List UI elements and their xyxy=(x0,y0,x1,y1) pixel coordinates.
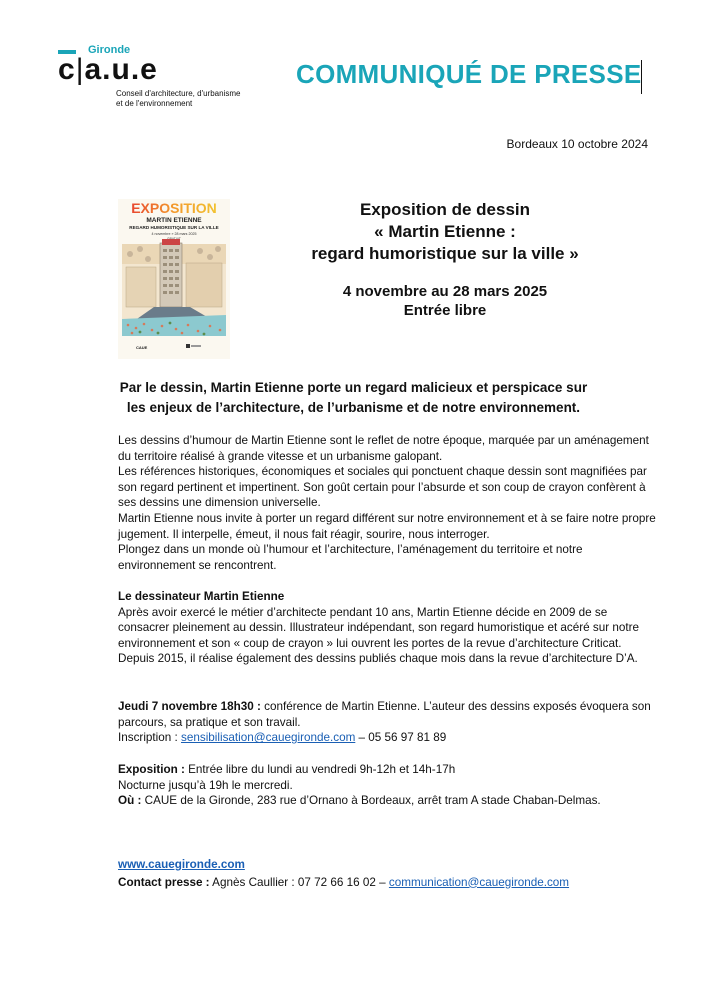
logo-subtitle-line1: Conseil d'architecture, d'urbanisme xyxy=(116,89,241,98)
hours-line xyxy=(118,762,658,778)
exhibition-title xyxy=(240,199,650,265)
location-label: Où : xyxy=(118,794,142,808)
intro-paragraph-3: Martin Etienne nous invite à porter un regard différent sur notre environnement et à se faire notre propre jugement. Il interpelle, émeut, il nous fait réagir, sourire, nous interroger. xyxy=(118,511,656,541)
poster-headline: EXPOSITION xyxy=(131,200,217,216)
poster-subtitle: REGARD HUMORISTIQUE SUR LA VILLE xyxy=(129,225,219,230)
date-range: 4 novembre au 28 mars 2025 xyxy=(342,283,548,300)
entry-info: Entrée libre xyxy=(403,302,487,319)
logo-wordmark-right: a.u.e xyxy=(84,53,158,86)
page-title: COMMUNIQUÉ DE PRESSE xyxy=(296,59,642,89)
lead-paragraph: Par le dessin, Martin Etienne porte un regard malicieux et perspicace sur les enjeux de l’architecture, de l’urbanisme et de notre environnement. xyxy=(119,380,588,415)
signup-phone: – 05 56 97 81 89 xyxy=(355,731,447,745)
poster-illustration xyxy=(118,199,230,359)
signup-label: Inscription : xyxy=(118,731,182,745)
location-text: CAUE de la Gironde, 283 rue d’Ornano à Bordeaux, arrêt tram A stade Chaban-Delmas. xyxy=(141,794,601,808)
exhibition-label: Exposition : xyxy=(118,763,185,776)
intro-paragraph-2: Les références historiques, économiques et sociales qui ponctuent chaque dessin sont magnifiées par son regard pertinent et impertinent. Son goût certain pour l’absurde et son coup de crayon confèrent à ses dessins une dimension universelle. xyxy=(118,465,647,510)
conference-text: conférence de Martin Etienne. L’auteur des dessins exposés évoquera son parcours, sa pratique et son travail. xyxy=(118,700,651,729)
contact-email-link[interactable]: communication@cauegironde.com xyxy=(388,875,570,889)
conference-section xyxy=(118,699,658,746)
exhibition-dates xyxy=(240,282,650,320)
poster-tower xyxy=(160,243,182,307)
contact-text: Agnès Caullier : 07 72 66 16 02 – xyxy=(209,875,389,889)
press-contact-line xyxy=(118,875,658,891)
exhibition-poster xyxy=(118,199,230,359)
nocturne-line: Nocturne jusqu’à 19h le mercredi. xyxy=(118,778,293,792)
logo-wordmark-left: c xyxy=(58,53,76,86)
poster-artist: MARTIN ETIENNE xyxy=(146,217,202,224)
intro-paragraph-4: Plongez dans un monde où l’humour et l’architecture, l’aménagement du territoire et notre environnement se rencontrent. xyxy=(118,543,583,572)
logo-separator: | xyxy=(75,53,85,86)
contact-label: Contact presse : xyxy=(118,875,210,889)
title-line3: regard humoristique sur la ville » xyxy=(311,244,579,263)
artist-section xyxy=(118,589,658,667)
logo-region: Gironde xyxy=(88,44,131,56)
exhibition-hours: Entrée libre du lundi au vendredi 9h-12h et 14h-17h xyxy=(184,763,456,776)
title-rule xyxy=(641,60,642,94)
poster-logo-text: CAUE xyxy=(136,345,148,350)
website-link[interactable]: www.cauegironde.com xyxy=(118,858,245,871)
logo-subtitle xyxy=(116,89,241,109)
release-date: Bordeaux 10 octobre 2024 xyxy=(506,137,648,151)
signup-line xyxy=(118,730,658,746)
intro-section xyxy=(118,433,658,573)
poster-dates: 4 novembre » 28 mars 2025 xyxy=(151,232,197,236)
footer-section xyxy=(118,857,658,890)
logo-wordmark xyxy=(58,54,158,86)
intro-paragraph-1: Les dessins d’humour de Martin Etienne sont le reflet de notre époque, marquée par un aménagement du territoire réalisé à grande vitesse et un urbanisme galopant. xyxy=(118,434,649,463)
exhibition-info-section xyxy=(118,762,658,809)
artist-heading: Le dessinateur Martin Etienne xyxy=(118,590,285,603)
artist-text: Après avoir exercé le métier d’architecte pendant 10 ans, Martin Etienne décide en 2009 de se consacrer pleinement au dessin. Illustrateur indépendant, son regard humoristique et acéré sur notre environnement et son « coup de crayon » lui ouvrent les portes de la revue d’architecture Criticat. Depuis 2015, il réalise également des dessins publiés chaque mois dans la revue d’architecture D’A. xyxy=(118,605,640,666)
location-line xyxy=(118,793,658,809)
title-line2: « Martin Etienne : xyxy=(374,222,516,241)
conference-paragraph xyxy=(118,699,658,730)
signup-email-link[interactable]: sensibilisation@cauegironde.com xyxy=(181,731,356,745)
conference-label: Jeudi 7 novembre 18h30 : xyxy=(118,700,261,713)
logo-subtitle-line2: et de l'environnement xyxy=(116,99,193,108)
title-line1: Exposition de dessin xyxy=(359,200,531,219)
